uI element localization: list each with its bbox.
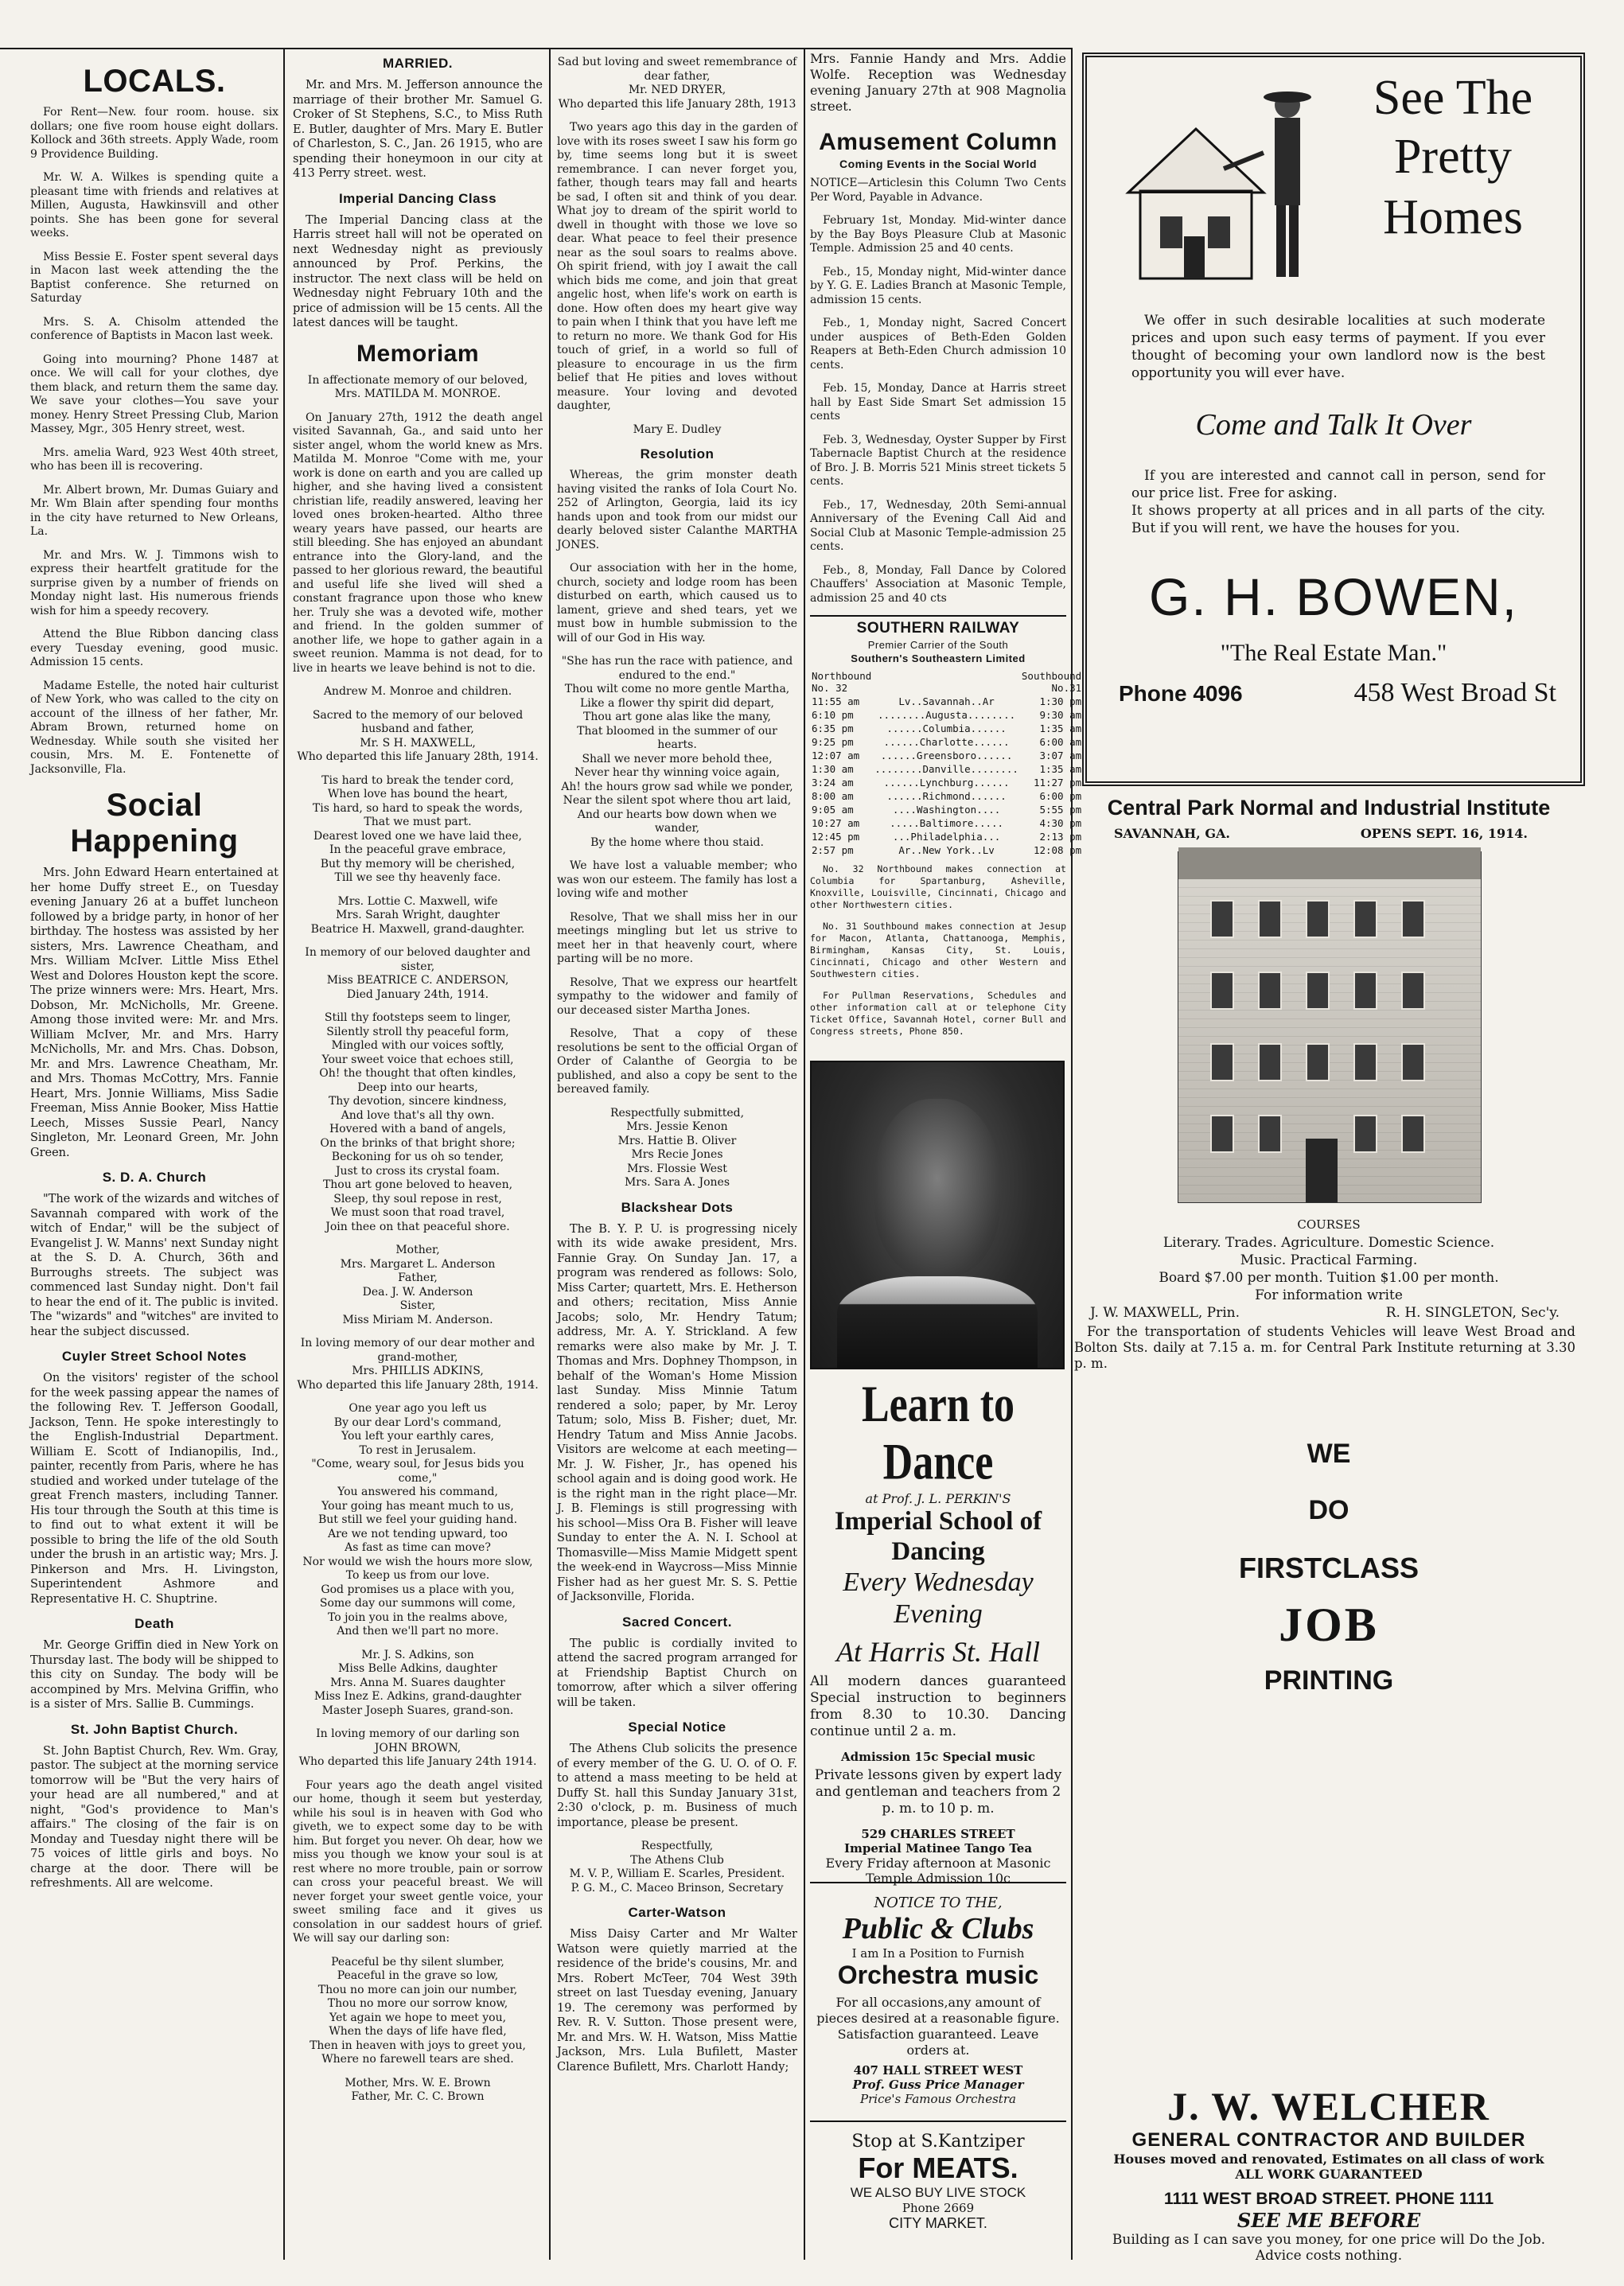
timetable-row [810,722,1083,735]
railway-heading: SOUTHERN RAILWAY [856,620,1020,637]
meat-ad-stop: Stop at S.Kantziper [851,2132,1025,2152]
timetable-cell: 10:27 am [812,817,860,829]
amusement-event: Feb. 3, Wednesday, Oyster Supper by First Tabernacle Baptist Church at the residence of Bro. J. B. Morris 521 Minis street tickets 5 cents. [810,433,1066,488]
orchestra-ad-manager: Prof. Guss Price Manager [852,2078,1024,2092]
timetable-row [810,735,1083,749]
railway-timetable [810,669,1083,857]
resolution-paragraph: We have lost a valuable member; who was won our esteem. The family has lost a loving wife and mother [557,859,797,900]
timetable-cell: 9:05 am [812,804,854,816]
column-2 [293,56,543,2114]
timetable-cell: 1:35 am [1039,722,1082,734]
railway-note: No. 32 Northbound makes connection at Columbia for Spartanburg, Asheville, Knoxville, Louisville, Cincinnati, Chicago and other Northwestern cities. [810,863,1066,910]
bowen-body: If you are interested and cannot call in person, send for our price list. Free for asking. It shows property at all prices and in all parts of the city. But if you will rent, we have the houses for you. [1131,468,1545,536]
timetable-cell: .....Baltimore..... [890,817,1004,829]
courses-heading: COURSES [1297,1217,1361,1232]
secretary-name: R. H. SINGLETON, Sec'y. [1385,1305,1560,1321]
memoriam-signature: Mother, Mrs. Margaret L. Anderson Father, Dea. J. W. Anderson Sister, Miss Miriam M. Anderson. [340,1244,496,1326]
timetable-cell: 12:08 pm [1033,844,1082,856]
timetable-cell: ....Washington.... [892,804,1001,816]
local-news-item: Mr. Albert brown, Mr. Dumas Guiary and Mr. Wm Blain after spending four months in the city have returned to New Orleans, La. [30,483,278,538]
dance-school-ad [810,1376,1066,1886]
meat-ad-also: WE ALSO BUY LIVE STOCK [850,2185,1026,2200]
bowen-come-talk: Come and Talk It Over [1195,408,1472,442]
dance-ad-when: Every Wednesday Evening [843,1567,1034,1629]
resolution-signature: Respectfully submitted, Mrs. Jessie Kenon Mrs. Hattie B. Oliver Mrs Recie Jones Mrs. Flossie West Mrs. Sara A. Jones [609,1106,745,1189]
amusement-heading: Amusement Column [819,129,1057,155]
memoriam-signature: Andrew M. Monroe and children. [323,685,512,698]
timetable-cell: ......Charlotte...... [883,736,1010,748]
timetable-row [810,708,1083,722]
dance-ad-address: 529 CHARLES STREET [861,1827,1015,1841]
timetable-row [810,830,1083,843]
job-do: DO [1308,1495,1349,1525]
memoriam-intro: In affectionate memory of our beloved, Mrs. MATILDA M. MONROE. [307,373,528,400]
stjohn-article: St. John Baptist Church, Rev. Wm. Gray, pastor. The subject at the morning service tomorrow will be "But the very hairs of your head are all numbered," and at night, "God's providence to Man's affairs." The closing of the fair is on Monday and Tuesday night there will be 75 voices of little girls and boys. No charge at the door. There will be refreshments. All are welcome. [30,1744,278,1890]
dance-ad-school: Imperial School of Dancing [834,1507,1042,1566]
timetable-cell: 12:45 pm [812,831,860,843]
resolution-verse: "She has run the race with patience, and endured to the end." Thou wilt come no more gentle Martha, Like a flower thy spirit did depart, Thou art gone alas like the many, That bloomed in the summer of our hearts. Shall we never more behold thee, Never hear thy winning voice again, Ah! the hours grow sad while we ponder, Near the silent spot where thou art laid, And our hearts bow down when we wander, By the home where thou staid. [561,655,793,849]
timetable-cell: ........Danville........ [874,763,1018,775]
amusement-event: Feb., 17, Wednesday, 20th Semi-annual Anniversary of the Evening Call Aid and Social Club at Masonic Temple-admission 25 cents. [810,498,1066,553]
imperial-dancing-article: The Imperial Dancing class at the Harris street hall will not be operated on next Wednesday night as previously announced by Prof. Perkins, the instructor. The next class will be held on Wednesday night February 10th and the price of admission will be 15 cents. All the latest dances will be taught. [293,213,543,329]
bowen-homes: Homes [1383,190,1523,244]
courses-list: Music. Practical Farming. [1240,1252,1418,1268]
memoriam-intro: In memory of our beloved daughter and sister, Miss BEATRICE C. ANDERSON, Died January 24th, 1914. [305,946,531,1001]
imperial-dancing-heading: Imperial Dancing Class [338,190,497,206]
timetable-cell: 3:07 am [1039,750,1082,761]
amusement-notice: NOTICE—Articlesin this Column Two Cents Per Word, Payable in Advance. [810,177,1066,204]
job-we: WE [1307,1439,1351,1469]
timetable-cell: ......Greensboro...... [880,750,1013,761]
memoriam-signature: Mr. J. S. Adkins, son Miss Belle Adkins, daughter Mrs. Anna M. Suares daughter Miss Inez E. Adkins, grand-daughter Master Joseph Suares, grand-son. [314,1648,522,1717]
sda-article: "The work of the wizards and witches of Savannah compared with work of the witch of Endar," will be the subject of Evangelist J. W. Manns' next Sunday night at the S. D. A. Church, 36th and Burroughs streets. The subject was commenced last Sunday night. Don't fail to hear the end of it. The public is invited. The "wizards" and "witches" are invited to hear the subject discussed. [30,1193,278,1338]
transport-note: For the transportation of students Vehicles will leave West Broad and Bolton Sts. daily at 7.15 a. m. for Central Park Institute returning at 3.30 p. m. [1074,1324,1575,1371]
timetable-row [810,749,1083,762]
dance-ad-body: All modern dances guaranteed Special instruction to beginners from 8.30 to 10.30. Dancing continue until 2 a. m. [810,1673,1066,1739]
welcher-address: 1111 WEST BROAD STREET. PHONE 1111 [1163,2190,1494,2208]
welcher-guarantee: ALL WORK GUARANTEED [1235,2167,1423,2182]
railway-subheading: Southern's Southeastern Limited [851,652,1026,664]
amusement-event: Feb. 15, Monday, Dance at Harris street hall by East Side Smart Set admission 15 cents [810,382,1066,423]
timetable-cell: Lv..Savannah..Ar [898,695,995,707]
locals-list [30,106,278,777]
death-heading: Death [134,1616,174,1631]
resolution-paragraphs [557,469,797,645]
timetable-row [810,789,1083,803]
orchestra-ad-notice: NOTICE TO THE, [874,1895,1003,1911]
timetable-cell: 1:35 am [1039,763,1082,775]
carter-watson-article: Miss Daisy Carter and Mr Walter Watson were quietly married at the residence of the bride's cousins, Mr. and Mrs. Robert McTeer, 704 West 39th street on last Tuesday evening, January 19. The ceremony was performed by Rev. R. V. Sutton. Those present were, Mr. and Mrs. W. H. Watson, Miss Mattie Jackson, Mrs. Lula Bufilett, Master Clarence Bufilett, Mrs. Charlott Handy; [557,1928,797,2074]
amusement-events-list [810,214,1066,606]
memoriam-intro: Sacred to the memory of our beloved husband and father, Mr. S H. MAXWELL, Who departed this life January 28th, 1914. [297,708,539,763]
local-news-item: Miss Bessie E. Foster spent several days in Macon last week attending the the Baptist conference. She returned on Saturday [30,250,278,305]
timetable-header: Northbound No. 32 [812,670,872,694]
dance-ad-title: Learn to Dance [861,1376,1015,1491]
timetable-cell: 6:00 pm [1039,790,1082,802]
meat-ad-market: CITY MARKET. [889,2215,987,2231]
amusement-event: Feb., 1, Monday night, Sacred Concert under auspices of Beth-Eden Golden Reapers at Beth-Eden Church admission 10 cents. [810,317,1066,372]
resolution-paragraphs [557,859,797,1097]
sda-heading: S. D. A. Church [102,1170,207,1185]
timetable-row [810,803,1083,816]
orchestra-ad-position: I am In a Position to Furnish [851,1946,1025,1961]
timetable-cell: 12:07 am [812,750,860,761]
memoriam-text: Four years ago the death angel visited our home, though it seem but yesterday, while his soul is in heaven with God who giveth, we to expect some day to be with him. But forget you never. Oh dear, how we miss you though we know your soul is at rest where no more trouble, pain or sorrow can cross your peaceful breast. We will never forget your sweet gentle voice, your sweet smiling face and it gives us consolation in our saddest hours of grief. We will say our darling son: [293,1778,543,1945]
memoriam-signature: Mother, Mrs. W. E. Brown Father, Mr. C. C. Brown [345,2076,491,2103]
timetable-cell: ......Lynchburg...... [883,777,1010,789]
orchestra-ad-orchestra: Orchestra music [837,1961,1039,1989]
column-rule [549,48,551,2260]
death-article: Mr. George Griffin died in New York on Thursday last. The body will be shipped to this city on Sunday. The body will be accompined by Mrs. Melvina Griffin, who is a sister of Mrs. Sallie B. Cummings. [30,1639,278,1711]
local-news-item: Mrs. S. A. Chisolm attended the conference of Baptists in Macon last week. [30,315,278,342]
timetable-cell: 8:00 am [812,790,854,802]
dance-ad-where: At Harris St. Hall [835,1636,1041,1668]
local-news-item: Mr. and Mrs. W. J. Timmons wish to express their heartfelt gratitude for the surprise given by a number of friends on Monday night last. His numerous friends wish for him a speedy recovery. [30,548,278,617]
meat-ad-phone: Phone 2669 [902,2201,975,2215]
timetable-cell: 11:27 pm [1033,777,1082,789]
central-park-title: Central Park Normal and Industrial Institute [1107,796,1551,820]
bowen-phone: Phone 4096 [1119,681,1243,706]
memoriam-text: On January 27th, 1912 the death angel visited Savannah, Ga., and said unto her sister angel, whom the world knew as Mrs. Matilda M. Monroe "Come with me, your work is done on earth and you are called up higher, and she having lived a consistent christian life, readily answered, leaving her loved ones broken-hearted. Altho three weary years have passed, our hearts are still bleeding. She has enjoyed an abundant entrance into the Glory-land, and the passed to her glorious reward, the beautiful and useful life she lived will shed a constant fragrance upon those who knew her. Truly she was a devoted wife, mother and friend. In the golden summer of another life, we hope to gather again in a sweet reunion. Mamma is not dead, for to live in hearts we leave behind is not to die. [293,411,543,675]
cuyler-article: On the visitors' register of the school for the week passing appear the names of the following Rev. T. Jefferson Goodall, Jackson, Tenn. He spoke interestingly to the English-Industrial Department. William E. Scott of Indianopilis, Ind., painter, recently from Paris, where he has studied and worked under tutelage of the great French masters, including Tanner. His tour through the South at this time is to find out to what extent it will be possible to bring the life of the old South under the brush in an artistic way; Mrs. J. Pinkerson and Mrs. H. Livingston, Superintendent Ashmore and Representative H. C. Shuptrine. [30,1372,278,1606]
resolution-heading: Resolution [640,446,715,461]
timetable-cell: 9:30 am [1039,709,1082,721]
timetable-cell: 9:25 pm [812,736,854,748]
timetable-row [810,776,1083,789]
remembrance-signature: Mary E. Dudley [633,423,722,436]
special-notice-article: The Athens Club solicits the presence of every member of the G. U. O. of O. F. to attend a mass meeting to be held at Duffy St. hall this Sunday January 31st, 2:30 o'clock, p. m. Business of much importance, please be present. [557,1743,797,1829]
timetable-cell: 11:55 am [812,695,860,707]
stjohn-heading: St. John Baptist Church. [70,1721,239,1737]
timetable-cell: 3:24 am [812,777,854,789]
social-article: Mrs. John Edward Hearn entertained at her home Duffy street E., on Tuesday evening January 26 at a buffet luncheon followed by a bridge party, in honor of her birthday. The hostess was assisted by her sisters, Mrs. Lawrence Cheatham, and Mrs. William McIver. Little Miss Ethel West and Dolores Houston kept the score. The prize winners were: Mrs. Heart, Mrs. Dobson, Mr. McNicholls, Mr. Greene. Among those invited were: Mr. and Mrs. William McIver, Mr. and Mrs. Harry McNicholls, Mr. and Mrs. Chas. Dobson, Mr. and Mrs. Lawrence Cheatham, Mr. and Mrs. Thomas McCottry, Mrs. Fannie Heart, Mrs. Jonnie Williams, Miss Sadie Freeman, Miss Annie Booker, Miss Hattie Leech, Misses Sussie Pearl, Nancy Singleton, Mr. Leonard Green, Mr. John Green. [30,866,278,1159]
dance-ad-tango: Imperial Matinee Tango Tea [843,1841,1033,1856]
timetable-cell: 6:10 pm [812,709,854,721]
reception-text: Mrs. Fannie Handy and Mrs. Addie Wolfe. Reception was Wednesday evening January 27th at 908 Magnolia street. [810,51,1066,114]
welcher-body: Building as I can save you money, for one price will Do the Job. Advice costs nothing. [1112,2232,1546,2264]
locals-heading: LOCALS. [83,64,226,99]
portrait-photo [810,1061,1065,1369]
timetable-row [810,816,1083,830]
meat-market-ad [810,2120,1066,2257]
local-news-item: Going into mourning? Phone 1487 at once. We will call for your clothes, dye them black, and return them the same day. We save your clothes—You save your money. Henry Street Pressing Club, Marion Massey, Mgr., 305 Henry street, west. [30,352,278,435]
welcher-title: GENERAL CONTRACTOR AND BUILDER [1131,2129,1526,2151]
courses-fees: Board $7.00 per month. Tuition $1.00 per month. [1159,1270,1499,1286]
timetable-cell: Ar..New York..Lv [898,844,995,856]
orchestra-ad [810,1882,1066,2106]
memoriam-verse: Still thy footsteps seem to linger, Silently stroll thy peaceful form, Mingled with our voices softly, Your sweet voice that echoes still, Oh! the thought that often kindles, Deep into our hearts, Thy devotion, sincere kindness, And love that's all thy own. Hovered with a band of angels, On the brinks of that bright shore; Beckoning for us oh so tender, Just to cross its crystal foam. Thou art gone beloved to heaven, Sleep, thy soul repose in rest, We must soon that road travel, Join thee on that peaceful shore. [319,1011,516,1233]
column-3 [557,56,797,2084]
resolution-paragraph: Resolve, That we shall miss her in our meetings mingling but let us strive to meet her in that heavenly court, where parting will be no more. [557,910,797,965]
memoriam-intro: In loving memory of our dear mother and grand-mother, Mrs. PHILLIS ADKINS, Who departed this life January 28th, 1914. [297,1337,539,1392]
orchestra-ad-address: 407 HALL STREET WEST [853,2063,1023,2078]
resolution-paragraph: Resolve, That a copy of these resolutions be sent to the official Organ of Order of Calanthe of Georgia to be published, and also a copy be sent to the bereaved family. [557,1027,797,1096]
bowen-offer: We offer in such desirable localities at such moderate prices and upon such easy terms of payment. If you ever thought of becoming your own landlord now is the best opportunity you will ever have. [1131,313,1545,381]
resolution-paragraph: Resolve, That we express our heartfelt sympathy to the widower and family of our deceased sister Martha Jones. [557,976,797,1017]
special-notice-signature: Respectfully, The Athens Club M. V. P., William E. Scarles, President. P. G. M., C. Maceo Brinson, Secretary [569,1840,785,1895]
timetable-cell: ...Philadelphia... [892,831,1001,843]
local-news-item: Attend the Blue Ribbon dancing class every Tuesday evening, good music. Admission 15 cents. [30,628,278,668]
resolution-paragraph: Our association with her in the home, church, society and lodge room has been disturbed on earth, which caused us to lament, grieve and shed tears, yet we must bow in humble submission to the will of our God in His way. [557,562,797,645]
sacred-concert-heading: Sacred Concert. [622,1614,732,1630]
bowen-real-estate-ad [1082,53,1585,786]
timetable-cell: ......Richmond...... [886,790,1007,802]
job-firstclass: FIRSTCLASS [1238,1552,1419,1584]
memoriam-verse: Tis hard to break the tender cord, When love has bound the heart, Tis hard, so hard to speak the words, That we must part. Dearest loved one we have laid thee, In the peaceful grave embrace, But thy memory will be cherished, Till we see thy heavenly face. [312,773,524,884]
blackshear-heading: Blackshear Dots [621,1199,734,1215]
remembrance-intro: Sad but loving and sweet remembrance of dear father, Mr. NED DRYER, Who departed this life January 28th, 1913 [557,56,797,111]
timetable-cell: 6:35 pm [812,722,854,734]
timetable-cell: 2:57 pm [812,844,854,856]
welcher-see-me: SEE ME BEFORE [1236,2209,1421,2232]
courses-list: Literary. Trades. Agriculture. Domestic Science. [1163,1235,1495,1251]
special-notice-heading: Special Notice [628,1719,726,1735]
timetable-cell: 5:55 pm [1039,804,1082,816]
bowen-see-the: See The [1373,71,1533,125]
column-4 [810,51,1082,1047]
job-job: JOB [1279,1599,1379,1651]
house-illustration [1104,73,1327,304]
job-printing-ad [1074,1392,1583,1806]
bowen-name: G. H. BOWEN, [1148,567,1519,626]
column-rule [1071,48,1073,2260]
amusement-subheading: Coming Events in the Social World [839,158,1038,170]
married-article: Mr. and Mrs. M. Jefferson announce the marriage of their brother Mr. Samuel G. Croker of St Stephens, S.C., to Miss Ruth E. Butler, daughter of Mrs. Mary E. Butler of Charleston, S. C., Jan. 26 1915, who are spending their honeymoon in our city at 413 Perry street. west. [293,79,543,180]
local-news-item: For Rent—New. four room. house. six dollars; one five room house eight dollars. Kollock and 36th streets. Apply Wade, room 9 Providence Building. [30,106,278,161]
sacred-concert-article: The public is cordially invited to attend the sacred program arranged for at Friendship Baptist Church on tomorrow, after which a silver offering will be taken. [557,1637,797,1709]
memoriam-verse: Peaceful be thy silent slumber, Peaceful in the grave so low, Thou no more can join our number, Thou no more our sorrow know, Yet again we hope to meet you, When the days of life have fled, Then in heaven with joys to greet you, Where no farewell tears are shed. [310,1955,526,2066]
timetable-row [810,843,1083,857]
timetable-cell: ........Augusta........ [878,709,1016,721]
central-park-city: SAVANNAH, GA. [1114,826,1230,841]
timetable-cell: 4:30 pm [1039,817,1082,829]
institute-building-photo [1178,851,1482,1203]
railway-note: No. 31 Southbound makes connection at Jesup for Macon, Atlanta, Chattanooga, Memphis, Birmingham, Kansas City, St. Louis, Cincinnati, Chicago and other Western and Southwestern cities. [810,921,1066,979]
timetable-header: Southbound No.31 [1021,670,1082,694]
courses-info: For information write [1255,1287,1403,1303]
welcher-estimates: Houses moved and renovated, Estimates on all class of work [1113,2152,1544,2167]
dance-ad-friday: Every Friday afternoon at Masonic Temple Admission 10c [825,1856,1051,1886]
timetable-cell: 2:13 pm [1039,831,1082,843]
column-1 [30,56,278,1901]
cuyler-heading: Cuyler Street School Notes [61,1349,247,1364]
central-park-opens: OPENS SEPT. 16, 1914. [1360,826,1528,841]
memoriam-signature: Mrs. Lottie C. Maxwell, wife Mrs. Sarah Wright, daughter Beatrice H. Maxwell, grand-daughter. [310,894,525,936]
amusement-event: Feb., 8, Monday, Fall Dance by Colored Chauffers' Association at Masonic Temple, admission 25 and 40 cts [810,563,1066,605]
timetable-row [810,695,1083,708]
railway-subheading: Premier Carrier of the South [867,639,1009,651]
timetable-cell: 6:00 am [1039,736,1082,748]
amusement-event: Feb., 15, Monday night, Mid-winter dance by Y. G. E. Ladies Branch at Masonic Temple, admission 15 cents. [810,265,1066,306]
column-rule [283,48,285,2260]
local-news-item: Mr. W. A. Wilkes is spending quite a pleasant time with friends and relatives at Millen, Augusta, Hawkinsvill and other points. She has been gone for several weeks. [30,171,278,240]
dance-ad-private: Private lessons given by expert lady and gentleman and teachers from 2 p. m. to 10 p. m. [814,1767,1062,1817]
orchestra-ad-famous: Price's Famous Orchestra [860,2092,1016,2106]
timetable-cell: 1:30 pm [1039,695,1082,707]
bowen-tagline: "The Real Estate Man." [1220,640,1447,666]
bowen-address: 458 West Broad St [1353,678,1556,707]
railway-notes [810,863,1066,1038]
timetable-row [810,762,1083,776]
local-news-item: Mrs. amelia Ward, 923 West 40th street, who has been ill is recovering. [30,446,278,473]
top-rule [0,48,1073,49]
social-heading: Social Happening [70,788,239,859]
local-news-item: Madame Estelle, the noted hair culturist of New York, who was called to the city on account of the illness of her father, Mr. Abram Brown, returned home on Wednesday. While south she visited her cousin, Mrs. M. E. Fontenette of Jacksonville, Fla. [30,679,278,776]
memoriam-heading: Memoriam [356,340,480,367]
railway-note: For Pullman Reservations, Schedules and other information call at or telephone City Ticket Office, Savannah Hotel, corner Bull and Congress streets, Phone 850. [810,990,1066,1037]
meat-ad-for: For MEATS. [858,2152,1018,2184]
married-heading: MARRIED. [382,56,454,71]
job-printing: PRINTING [1264,1665,1394,1696]
amusement-event: February 1st, Monday. Mid-winter dance by the Bay Boys Pleasure Club at Masonic Temple. Admission 25 and 40 cents. [810,214,1066,255]
principal-name: J. W. MAXWELL, Prin. [1090,1305,1240,1321]
dance-ad-instructor: at Prof. J. L. PERKIN'S [865,1491,1011,1506]
carter-watson-heading: Carter-Watson [628,1905,726,1920]
memoriam-intro: In loving memory of our darling son JOHN BROWN, Who departed this life January 24th 1914. [298,1727,537,1768]
blackshear-article: The B. Y. P. U. is progressing nicely with its wide awake president, Mrs. Fannie Gray. On Sunday Jan. 17, a program was rendered as follows: Solo, Miss Carter; quartett, Mrs. E. Hetherson and others; recitation, Miss Annie Jacobs; solo, Mr. Hendry Tatum; address, Mr. A. Y. Strickland. A few remarks were also make by Mr. J. T. Thomas and Mrs. Dophney Thompson, in behalf of the Woman's Home Mission last Sunday. Miss Minnie Tatum rendered a solo; paper, by Mr. Leroy Tatum; solo, Miss B. Fisher; duet, Mr. Hendry Tatum and Miss Annie Jacobs. Visitors are welcome at each meeting—Mr. J. W. Fisher, Jr., has opened his school again and is doing good work. He is the right man in the right place—Mr. J. B. Flemings is still progressing with his school—Miss Ora B. Fisher will leave Sunday to enter the A. N. I. School at Thomasville—Miss Mamie Midgett spent the week-end in Waycross—Miss Minnie Fisher had as her guest Mr. S. S. Pettie of Jacksonville, Florida. [557,1222,797,1603]
welcher-contractor-ad [1074,2083,1583,2266]
orchestra-ad-public: Public & Clubs [842,1912,1034,1945]
welcher-name: J. W. WELCHER [1167,2084,1490,2128]
timetable-cell: 1:30 am [812,763,854,775]
dance-ad-admission: Admission 15c Special music [840,1750,1036,1764]
column-rule [804,48,805,2260]
resolution-paragraph: Whereas, the grim monster death having visited the ranks of Iola Court No. 252 of Arlington, Georgia, laid its icy hands upon and took from our midst our dearly beloved sister Calanthe MARTHA JONES. [557,469,797,551]
orchestra-ad-body: For all occasions,any amount of pieces desired at a reasonable figure. Satisfaction guaranteed. Leave orders at. [816,1995,1060,2058]
memoriam-verse: One year ago you left us By our dear Lord's command, You left your earthly cares, To rest in Jerusalem. "Come, weary soul, for Jesus bids you come," You answered his command, Your going has meant much to us, But still we feel your guiding hand. Are we not tending upward, too As fast as time can move? Nor would we wish the hours more slow, To keep us from our love. God promises us a place with you, Some day our summons will come, To join you in the realms above, And then we'll part no more. [302,1402,533,1638]
timetable-cell: ......Columbia...... [886,722,1007,734]
bowen-pretty: Pretty [1393,130,1513,184]
remembrance-text: Two years ago this day in the garden of love with its roses sweet I saw his form go by, time seems long but it is sweet remembrance. I can never forget you, father, though tears may fall and hearts be sad, I often sit and think of you dear. What joy to dream of the spirit world to dwell in thought with those we love so dear. What peace to feel their presence near as the soul soars to realms above. Oh spirit friend, with joy I await the call which bids me come, and join that great angelic host, when life's work on earth is done. How often does my heart give way to pain when I think that you have left me to return no more. We thank God for His touch of grief, in a world so full of pleasure to encourage in us the firm belief that He pities and loves without measure. Your loving and devoted daughter, [557,121,797,412]
